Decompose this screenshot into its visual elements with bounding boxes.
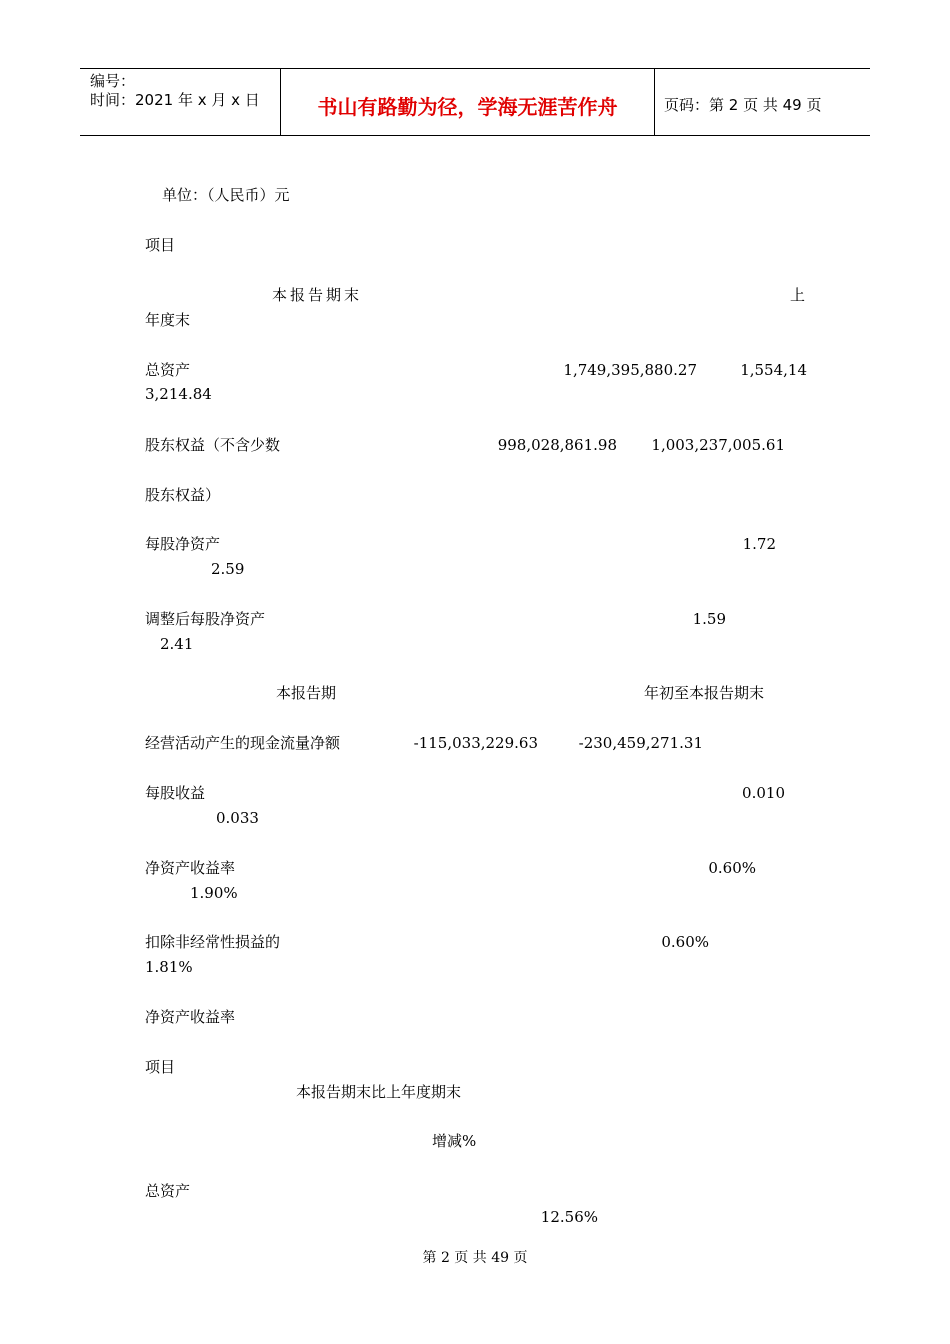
table1-row-current: 1.59 — [692, 610, 726, 628]
table1-col-current-header: 本报告期末 — [272, 286, 363, 304]
table2-row-period: 0.60% — [661, 933, 709, 951]
table3-row-change: 12.56% — [540, 1208, 598, 1226]
table1-row-prev: 2.41 — [160, 635, 194, 653]
document-number-label: 编号： — [90, 72, 136, 90]
page-header — [80, 68, 870, 136]
table1-row-label-continued: 股东权益） — [145, 486, 221, 504]
table2-row-period: -115,033,229.63 — [413, 734, 538, 752]
header-page-cell — [655, 69, 870, 135]
header-motto-cell — [281, 69, 655, 135]
table2-col-period-header: 本报告期 — [276, 684, 337, 702]
table1-row-prev: 1,003,237,005.61 — [651, 436, 785, 454]
table1-row-label: 每股净资产 — [145, 535, 221, 553]
header-page-info: 页码：第 2 页 共 49 页 — [664, 96, 822, 114]
table1-row-prev-part2: 3,214.84 — [145, 385, 212, 403]
table1-row-current: 1,749,395,880.27 — [563, 361, 697, 379]
table1-row-label: 调整后每股净资产 — [145, 610, 266, 628]
table1-row-label: 总资产 — [145, 361, 191, 379]
header-meta-cell — [80, 69, 281, 135]
table1-row-current: 1.72 — [742, 535, 776, 553]
header-motto: 书山有路勤为径，学海无涯苦作舟 — [317, 95, 618, 119]
table1-row-current: 998,028,861.98 — [497, 436, 617, 454]
table3-col-change-header: 本报告期末比上年度期末 — [296, 1083, 462, 1101]
table2-row-ytd: 0.033 — [216, 809, 259, 827]
table2-row-ytd: 1.81% — [145, 958, 193, 976]
table1-row-prev-part1: 1,554,14 — [740, 361, 807, 379]
table2-row-period: 0.010 — [742, 784, 785, 802]
table1-col-prev-header-part1: 上 — [790, 286, 806, 304]
table1-col-prev-header-part2: 年度末 — [145, 311, 191, 329]
table2-col-ytd-header: 年初至本报告期末 — [644, 684, 765, 702]
table1-row-label: 股东权益（不含少数 — [145, 436, 281, 454]
table3-row-label: 总资产 — [145, 1182, 191, 1200]
table2-row-label: 每股收益 — [145, 784, 206, 802]
table3-item-header: 项目 — [145, 1058, 176, 1076]
unit-label: 单位：（人民币）元 — [162, 186, 290, 204]
table2-row-label: 经营活动产生的现金流量净额 — [145, 734, 341, 752]
table3-col-change-header-continued: 增减% — [432, 1132, 477, 1150]
table2-row-label: 扣除非经常性损益的 — [145, 933, 281, 951]
table2-row-ytd: -230,459,271.31 — [578, 734, 703, 752]
table2-row-period: 0.60% — [708, 859, 756, 877]
table1-item-header: 项目 — [145, 236, 176, 254]
table2-row-label: 净资产收益率 — [145, 859, 236, 877]
table2-row-ytd: 1.90% — [190, 884, 238, 902]
table2-row-label-continued: 净资产收益率 — [145, 1008, 236, 1026]
page-footer: 第 2 页 共 49 页 — [422, 1250, 528, 1266]
document-time-label: 时间：2021 年 x 月 x 日 — [90, 91, 260, 109]
table1-row-prev: 2.59 — [211, 560, 245, 578]
